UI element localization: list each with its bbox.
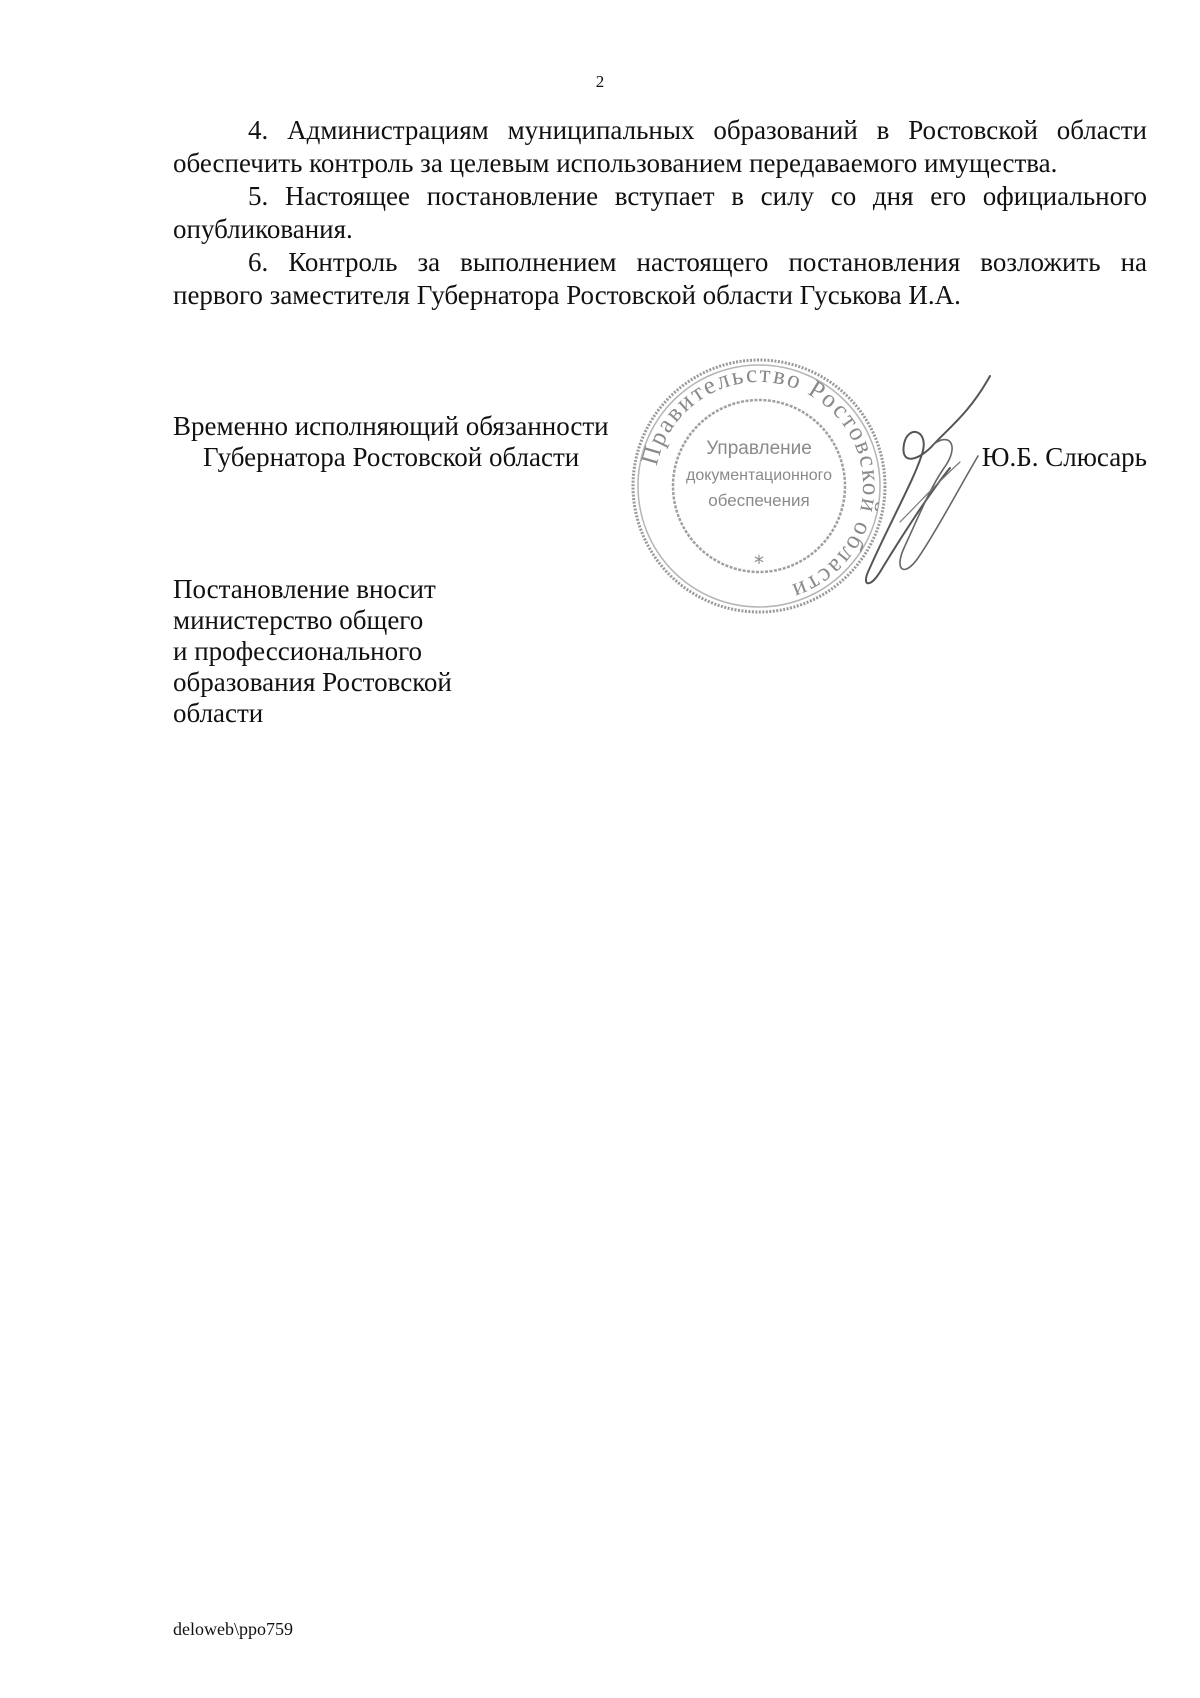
signatory-name: Ю.Б. Слюсарь [981, 442, 1147, 472]
seal-ring-textpath: Правительство Ростовской области [636, 360, 885, 606]
introduced-by-line: образования Ростовской [173, 667, 452, 697]
document-body [173, 114, 1147, 312]
document-code: deloweb\ppo759 [173, 1619, 293, 1639]
introduced-by-note [173, 574, 513, 729]
seal-center-line3: обеспечения [708, 491, 810, 510]
handwritten-signature [860, 372, 1000, 590]
introduced-by-line: и профессионального [173, 636, 423, 666]
signature-stroke-main [866, 376, 990, 583]
seal-center-line2: документационного [686, 467, 832, 484]
paragraph-5: 5. Настоящее постановление вступает в силу со дня его официального опубликования. [173, 181, 1147, 244]
paragraph-4: 4. Администрациям муниципальных образований в Ростовской области обеспечить контроль за целевым использованием передаваемого имущества. [173, 115, 1147, 178]
signatory-position-line1: Временно исполняющий обязанности [173, 411, 609, 441]
seal-center-line1: Управление [706, 438, 812, 459]
seal-star: * [754, 551, 764, 575]
signature-stroke-tail [900, 462, 960, 522]
signatory-position-line2: Губернатора Ростовской области [203, 442, 580, 472]
introduced-by-line: Постановление вносит [173, 574, 436, 604]
paragraph-6: 6. Контроль за выполнением настоящего постановления возложить на первого заместителя Губернатора Ростовской области Гуськова И.А. [173, 247, 1147, 310]
official-seal [626, 356, 892, 616]
introduced-by-line: области [173, 698, 264, 728]
seal-inner-ring [673, 400, 845, 572]
introduced-by-line: министерство общего [173, 605, 424, 635]
page-number: 2 [595, 72, 605, 91]
